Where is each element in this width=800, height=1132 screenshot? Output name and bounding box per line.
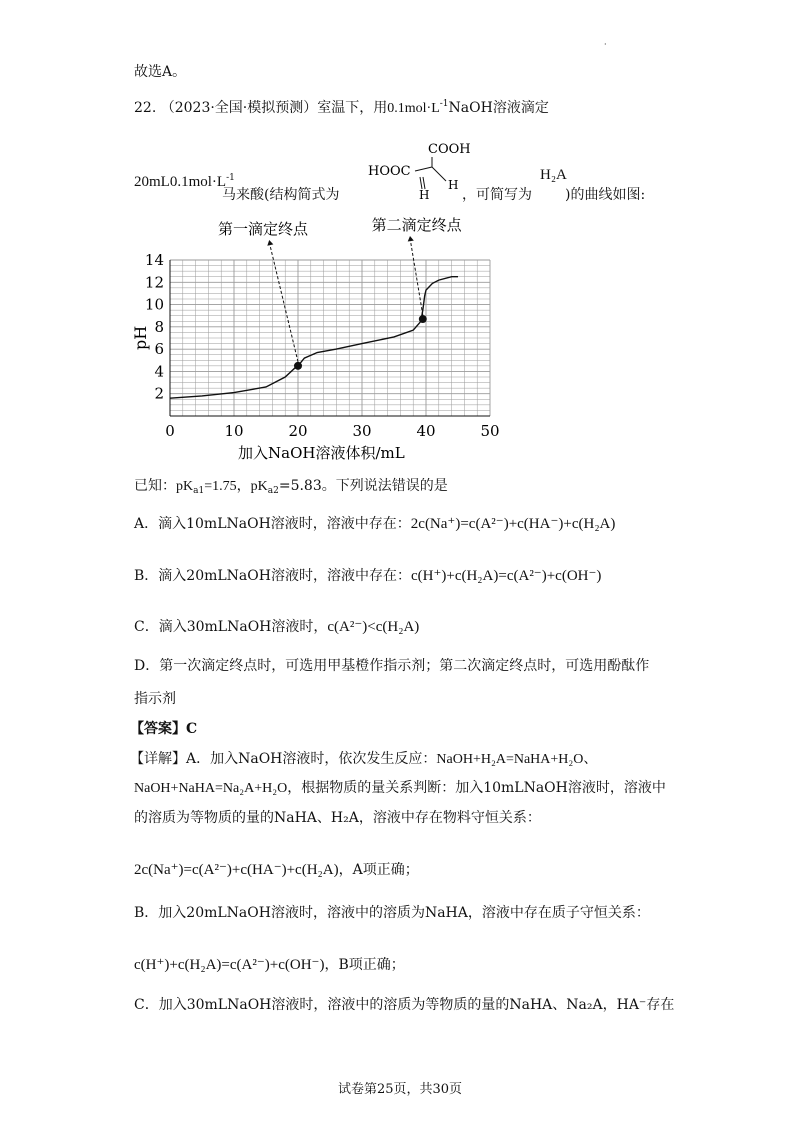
x-axis-label: 加入NaOH溶液体积/mL [238, 444, 405, 462]
titrant-conc: 0.1mol·L [387, 101, 440, 116]
option-a [134, 514, 615, 534]
marker-arrowhead [408, 236, 414, 242]
x-tick-label: 40 [416, 422, 436, 440]
titration-curve [170, 277, 458, 399]
marker-label: 第一滴定终点 [218, 220, 309, 238]
option-b [134, 566, 601, 586]
option-c-text: C．滴入30mLNaOH溶液时， [134, 619, 328, 635]
question-tail: )的曲线如图: [565, 187, 646, 203]
cooh-label: COOH [428, 142, 471, 157]
option-b-formula: c(H⁺)+c(H₂A)=c(A²⁻)+c(OH⁻) [410, 568, 602, 584]
marker-label: 第二滴定终点 [371, 216, 462, 234]
hooc-label: HOOC [368, 164, 411, 179]
explain-line-2 [134, 778, 666, 799]
corner-mark: · [604, 40, 607, 49]
pka2-symbol: pK [250, 479, 268, 494]
answer: 【答案】C [130, 721, 198, 737]
y-tick-label: 6 [154, 340, 164, 359]
pka2-value: =5.83。下列说法错误的是 [278, 478, 448, 494]
explain-line-5: B．加入20mLNaOH溶液时，溶液中的溶质为NaHA，溶液中存在质子守恒关系： [134, 905, 650, 921]
endpoint-marker [294, 362, 302, 370]
titrant-name: NaOH溶液滴定 [448, 100, 549, 116]
option-a-text: A．滴入10mLNaOH溶液时，溶液中存在： [134, 516, 411, 532]
option-a-formula: 2c(Na⁺)=c(A²⁻)+c(HA⁻)+c(H₂A) [410, 516, 616, 532]
abbrev-formula: H₂A [540, 167, 567, 183]
h-label-1: H [419, 188, 430, 202]
previous-answer-line: 故选A。 [134, 64, 187, 80]
known-line [134, 476, 448, 501]
y-tick-label: 14 [144, 251, 164, 269]
option-c [134, 617, 419, 637]
option-d-line-1: D．第一次滴定终点时，可选用甲基橙作指示剂；第二次滴定终点时，可选用酚酞作 [134, 658, 650, 674]
analyte-vol: 20mL [134, 174, 170, 190]
explain-prefix: 【详解】A．加入NaOH溶液时，依次发生反应： [130, 751, 437, 767]
explain-text-2: ，根据物质的量关系判断：加入10mLNaOH溶液时，溶液中 [287, 780, 666, 796]
x-tick-label: 50 [480, 422, 500, 440]
x-tick-label: 20 [288, 422, 308, 440]
analyte-exp: -1 [226, 173, 235, 183]
y-tick-label: 12 [144, 273, 164, 292]
x-tick-label: 10 [224, 422, 244, 440]
acid-name: 马来酸(结构简式为 [222, 187, 340, 203]
explain-line-1 [130, 749, 597, 770]
x-tick-label: 0 [165, 422, 175, 440]
explain-eq-4: 2c(Na⁺)=c(A²⁻)+c(HA⁻)+c(H₂A) [134, 862, 339, 878]
bond-2 [415, 167, 432, 171]
marker-arrowhead [267, 240, 273, 246]
explain-eq-2: NaOH+NaHA=Na₂A+H₂O [134, 781, 288, 796]
option-c-formula: c(A²⁻)<c(H₂A) [327, 619, 420, 635]
explain-line-4 [134, 860, 419, 880]
maleic-acid-structure [356, 137, 471, 207]
y-tick-label: 8 [154, 317, 164, 336]
option-d-line-2: 指示剂 [134, 691, 176, 707]
y-tick-label: 4 [154, 362, 164, 381]
explain-line-7: C．加入30mLNaOH溶液时，溶液中的溶质为等物质的量的NaHA、Na₂A，HA⁻存在 [134, 997, 675, 1013]
titration-chart [130, 215, 510, 465]
bond-5 [432, 167, 446, 181]
chart-axes [145, 251, 500, 440]
x-tick-label: 30 [352, 422, 372, 440]
explain-text-4: ，A项正确； [338, 862, 419, 878]
explain-eq-1: NaOH+H₂A=NaHA+H₂O、 [436, 752, 598, 767]
chart-grid [170, 260, 490, 416]
endpoint-marker [419, 315, 427, 323]
explain-eq-6: c(H⁺)+c(H₂A)=c(A²⁻)+c(OH⁻) [134, 957, 325, 973]
y-tick-label: 2 [154, 384, 164, 403]
y-tick-label: 10 [144, 295, 164, 314]
pka1-sub: a1 [193, 486, 205, 496]
known-prefix: 已知： [134, 478, 176, 494]
option-b-text: B．滴入20mLNaOH溶液时，溶液中存在： [134, 568, 411, 584]
y-axis-label: pH [131, 325, 150, 350]
explain-text-6: ，B项正确； [324, 957, 405, 973]
abbrev-text: ，可简写为 [462, 187, 532, 203]
explain-line-6 [134, 955, 405, 975]
h-label-2: H [448, 178, 459, 192]
analyte-conc: 0.1mol·L [169, 174, 227, 190]
question-line-1 [134, 94, 549, 119]
question-number: 22. [134, 100, 157, 116]
explain-line-3: 的溶质为等物质的量的NaHA、H₂A，溶液中存在物料守恒关系： [134, 810, 541, 826]
pka2-sub: a2 [267, 486, 279, 496]
pka1-value: =1.75， [204, 479, 251, 494]
titrant-exp: -1 [439, 99, 449, 109]
page-footer: 试卷第25页，共30页 [337, 1082, 463, 1097]
question-source: （2023·全国·模拟预测）室温下，用 [160, 100, 388, 116]
pka1-symbol: pK [176, 479, 194, 494]
question-line-2a [134, 168, 235, 192]
